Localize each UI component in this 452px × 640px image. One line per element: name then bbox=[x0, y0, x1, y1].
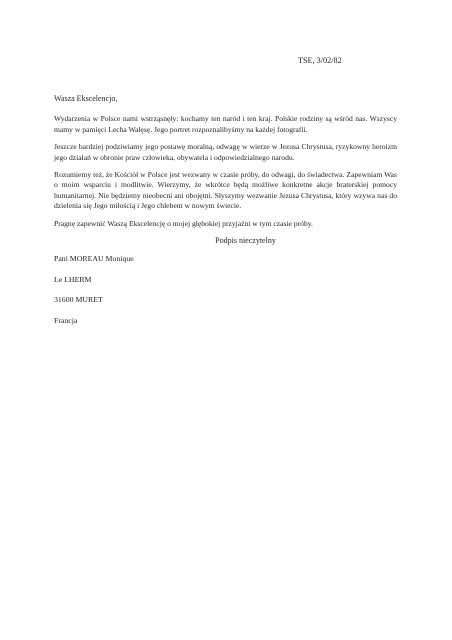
address-line-1: Le LHERM bbox=[54, 274, 92, 284]
salutation: Wasza Ekscelencjo, bbox=[54, 94, 118, 103]
letter-date: TSE, 3/02/82 bbox=[298, 56, 342, 65]
paragraph-4: Pragnę zapewnić Waszą Ekscelencję o mojej głębokiej przyjaźni w tym czasie próby. bbox=[54, 218, 313, 228]
paragraph-1: Wydarzenia w Polsce nami wstrząsnęły: kochamy ten naród i ten kraj. Polskie rodziny są wśród nas. Wszyscy mamy w pamięci Lecha Wałęsę. Jego portret rozpoznalibyśmy na każdej fotografii. bbox=[54, 114, 397, 134]
address-name: Pani MOREAU Monique bbox=[54, 254, 134, 264]
paragraph-3: Rozumiemy też, że Kościół w Polsce jest wezwany w czasie próby, do odwagi, do świadectwa. Zapewniam Was o moim wsparciu i modlitwie. Wierzymy, że wkrótce będą możliwe konkretne akcje braterskiej pomocy humanitarnej. Nie będziemy nieobecni ani obojętni. Słyszymy wezwanie Jezusa Chrystusa, który wzywa nas do dzielenia się Jego miłością i Jego chlebem w nowym świecie. bbox=[54, 170, 397, 211]
address-postal: 31600 MURET bbox=[54, 295, 103, 305]
address-country: Francja bbox=[54, 315, 78, 325]
paragraph-2: Jeszcze bardziej podziwiamy jego postawę moralną, odwagę w wierze w Jezusa Chrystusa, ryzykowny heroizm jego działań w obronie praw człowieka, obywatela i odpowiedzialnego narodu. bbox=[54, 142, 397, 162]
letter-body bbox=[54, 94, 397, 336]
signature-note: Podpis nieczytelny bbox=[215, 236, 276, 246]
